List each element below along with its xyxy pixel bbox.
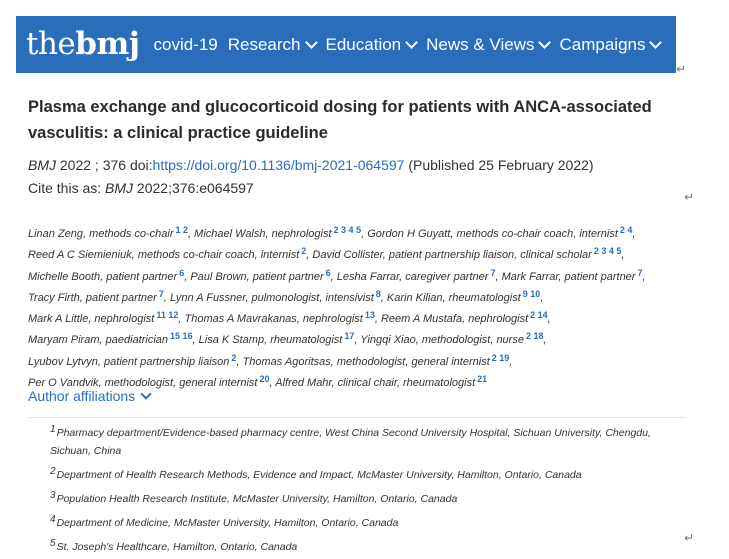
affiliation-ref[interactable]: 1 2 bbox=[175, 225, 189, 235]
chevron-down-icon bbox=[539, 36, 552, 49]
affiliation-ref[interactable]: 2 19 bbox=[491, 352, 510, 363]
nav-item-news-views[interactable] bbox=[426, 35, 549, 55]
affiliation-text: Department of Medicine, McMaster University, Hamilton, Ontario, Canada bbox=[56, 517, 399, 529]
cite-journal: BMJ bbox=[105, 180, 134, 196]
author-name[interactable]: Lesha Farrar, caregiver partner bbox=[336, 270, 489, 283]
citation-line bbox=[28, 157, 594, 173]
affiliation-ref[interactable]: 9 10 bbox=[522, 288, 541, 299]
affiliation-ref[interactable]: 13 bbox=[364, 310, 375, 321]
author-name[interactable]: Lyubov Lytvyn, patient partnership liaison bbox=[28, 355, 230, 368]
affiliation-ref[interactable]: 2 4 bbox=[619, 225, 633, 235]
author-line: Linan Zeng, methods co-chair $^{1 2}$, Michael Walsh, nephrologist $^{2 3 4 5}$, Gordon H Guyatt, methods co-chair coach, internist $^{2 4}$, bbox=[28, 225, 636, 240]
affiliation-ref[interactable]: 2 14 bbox=[530, 310, 548, 321]
author-name[interactable]: David Collister, patient partnership liaison, clinical scholar bbox=[312, 249, 592, 262]
author-affiliations-toggle[interactable] bbox=[28, 388, 150, 404]
return-mark: ↵ bbox=[684, 190, 695, 204]
affiliation-ref[interactable]: 17 bbox=[344, 331, 355, 342]
nav-menu bbox=[153, 35, 670, 55]
return-mark: ↵ bbox=[684, 531, 695, 545]
author-name[interactable]: Alfred Mahr, clinical chair, rheumatologist bbox=[275, 377, 476, 390]
author-name[interactable]: Thomas Agoritsas, methodologist, general internist bbox=[242, 355, 490, 368]
divider bbox=[28, 417, 685, 418]
cite-as-line bbox=[28, 180, 254, 196]
affiliation-number: 1 bbox=[50, 424, 56, 435]
doi-label: doi: bbox=[129, 157, 153, 173]
author-name[interactable]: Yingqi Xiao, methodologist, nurse bbox=[360, 334, 524, 347]
chevron-down-icon bbox=[140, 388, 151, 399]
author-name[interactable]: Reem A Mustafa, nephrologist bbox=[380, 313, 529, 326]
affiliation-item bbox=[50, 421, 680, 460]
affiliation-list bbox=[50, 421, 680, 559]
top-navbar bbox=[16, 16, 676, 73]
affiliation-ref[interactable]: 2 3 4 5 bbox=[593, 246, 622, 257]
affiliation-text: Population Health Research Institute, McMaster University, Hamilton, Ontario, Canada bbox=[56, 493, 458, 505]
author-name[interactable]: Gordon H Guyatt, methods co-chair coach, internist bbox=[367, 228, 618, 240]
year-volume: 2022 ; 376 bbox=[59, 157, 127, 173]
article-title: Plasma exchange and glucocorticoid dosing for patients with ANCA-associated vasculitis: a clinical practice guideline bbox=[28, 98, 652, 142]
affiliation-number: 2 bbox=[50, 466, 56, 477]
logo-part-the: the bbox=[26, 26, 76, 62]
affiliation-item bbox=[50, 535, 680, 556]
author-name[interactable]: Tracy Firth, patient partner bbox=[28, 291, 157, 304]
author-name[interactable]: Lisa K Stamp, rheumatologist bbox=[198, 334, 343, 347]
nav-item-education[interactable] bbox=[326, 35, 417, 55]
affiliation-ref[interactable]: 21 bbox=[477, 374, 488, 385]
bmj-logo[interactable] bbox=[26, 26, 140, 62]
published-date: (Published 25 February 2022) bbox=[408, 157, 594, 173]
affiliation-item bbox=[50, 463, 680, 484]
affiliation-ref[interactable]: 8 bbox=[375, 288, 381, 299]
cite-as-label: Cite this as: bbox=[28, 180, 102, 196]
author-name[interactable]: Michael Walsh, nephrologist bbox=[194, 228, 332, 240]
author-line: Maryam Piram, paediatrician $^{15 16}$, Lisa K Stamp, rheumatologist $^{17}$, Yingqi Xiao, methodologist, nurse $^{2 18}$, bbox=[28, 331, 547, 347]
author-name[interactable]: Lynn A Fussner, pulmonologist, intensivist bbox=[169, 291, 374, 304]
author-name[interactable]: Mark Farrar, patient partner bbox=[501, 270, 636, 283]
nav-item-campaigns[interactable] bbox=[559, 35, 660, 55]
nav-item-label: Research bbox=[227, 34, 301, 54]
affiliation-number: 3 bbox=[50, 490, 56, 501]
affiliation-ref[interactable]: 2 bbox=[231, 352, 237, 363]
author-line: Mark A Little, nephrologist $^{11 12}$, Thomas A Mavrakanas, nephrologist $^{13}$, Reem A Mustafa, nephrologist $^{2 14}$, bbox=[28, 310, 551, 326]
affiliation-ref[interactable]: 20 bbox=[259, 374, 270, 385]
author-list bbox=[28, 220, 678, 390]
author-affiliations-label: Author affiliations bbox=[28, 388, 136, 404]
author-line: Per O Vandvik, methodologist, general internist $^{20}$, Alfred Mahr, clinical chair, rheumatologist $^{21}$ bbox=[28, 374, 488, 390]
chevron-down-icon bbox=[405, 36, 418, 49]
author-name[interactable]: Reed A C Siemieniuk, methods co-chair coach, internist bbox=[28, 249, 300, 262]
author-line: Michelle Booth, patient partner $^6$, Paul Brown, patient partner $^6$, Lesha Farrar, caregiver partner $^7$, Mark Farrar, patient partner $^7$, bbox=[28, 267, 646, 283]
affiliation-text: St. Joseph's Healthcare, Hamilton, Ontario, Canada bbox=[56, 541, 298, 553]
cite-reference: 2022;376:e064597 bbox=[136, 180, 254, 196]
author-name[interactable]: Michelle Booth, patient partner bbox=[28, 270, 178, 283]
nav-item-label: Campaigns bbox=[559, 34, 646, 54]
affiliation-text: Pharmacy department/Evidence-based pharmacy centre, West China Second University Hospital, Sichuan University, Chengdu, Sichuan, China bbox=[50, 427, 651, 457]
nav-item-label: Education bbox=[325, 34, 402, 54]
author-name[interactable]: Mark A Little, nephrologist bbox=[28, 313, 155, 326]
author-line: Tracy Firth, patient partner $^7$, Lynn A Fussner, pulmonologist, intensivist $^8$, Karin Kilian, rheumatologist $^{9 10}$, bbox=[28, 288, 544, 304]
author-name[interactable]: Linan Zeng, methods co-chair bbox=[28, 228, 174, 240]
affiliation-ref[interactable]: 6 bbox=[325, 267, 331, 278]
doi-link[interactable]: https://doi.org/10.1136/bmj-2021-064597 bbox=[152, 157, 405, 173]
author-name[interactable]: Per O Vandvik, methodologist, general internist bbox=[28, 377, 258, 390]
affiliation-ref[interactable]: 2 18 bbox=[525, 331, 544, 342]
author-name[interactable]: Karin Kilian, rheumatologist bbox=[386, 291, 521, 304]
affiliation-ref[interactable]: 7 bbox=[158, 288, 164, 299]
affiliation-item bbox=[50, 487, 680, 508]
author-name[interactable]: Thomas A Mavrakanas, nephrologist bbox=[184, 313, 363, 326]
affiliation-number: 5 bbox=[50, 538, 56, 549]
affiliation-ref[interactable]: 11 12 bbox=[156, 310, 179, 321]
nav-item-research[interactable] bbox=[228, 35, 316, 55]
journal-name: BMJ bbox=[28, 157, 56, 173]
author-line: Reed A C Siemieniuk, methods co-chair coach, internist $^2$, David Collister, patient partnership liaison, clinical scholar $^{2 3 4 5}$, bbox=[28, 246, 625, 262]
author-name[interactable]: Paul Brown, patient partner bbox=[190, 270, 324, 283]
nav-item-covid-19[interactable] bbox=[153, 35, 217, 55]
author-name[interactable]: Maryam Piram, paediatrician bbox=[28, 334, 168, 347]
affiliation-ref[interactable]: 2 bbox=[301, 246, 307, 257]
author-line: Lyubov Lytvyn, patient partnership liaison $^2$, Thomas Agoritsas, methodologist, general internist $^{2 19}$, bbox=[28, 352, 513, 368]
affiliation-ref[interactable]: 7 bbox=[637, 267, 643, 278]
affiliation-ref[interactable]: 7 bbox=[490, 267, 496, 278]
nav-item-label: covid-19 bbox=[153, 34, 218, 54]
logo-part-bmj: bmj bbox=[75, 26, 140, 62]
affiliation-ref[interactable]: 15 16 bbox=[170, 331, 193, 342]
affiliation-ref[interactable]: 6 bbox=[179, 267, 185, 278]
affiliation-item bbox=[50, 511, 680, 532]
affiliation-ref[interactable]: 2 3 4 5 bbox=[333, 225, 362, 235]
nav-item-label: News & Views bbox=[426, 34, 535, 54]
return-mark: ↵ bbox=[676, 62, 687, 76]
chevron-down-icon bbox=[650, 36, 663, 49]
chevron-down-icon bbox=[305, 36, 318, 49]
affiliation-number: 4 bbox=[50, 514, 56, 525]
affiliation-text: Department of Health Research Methods, Evidence and Impact, McMaster University, Hamilton, Ontario, Canada bbox=[56, 469, 582, 481]
